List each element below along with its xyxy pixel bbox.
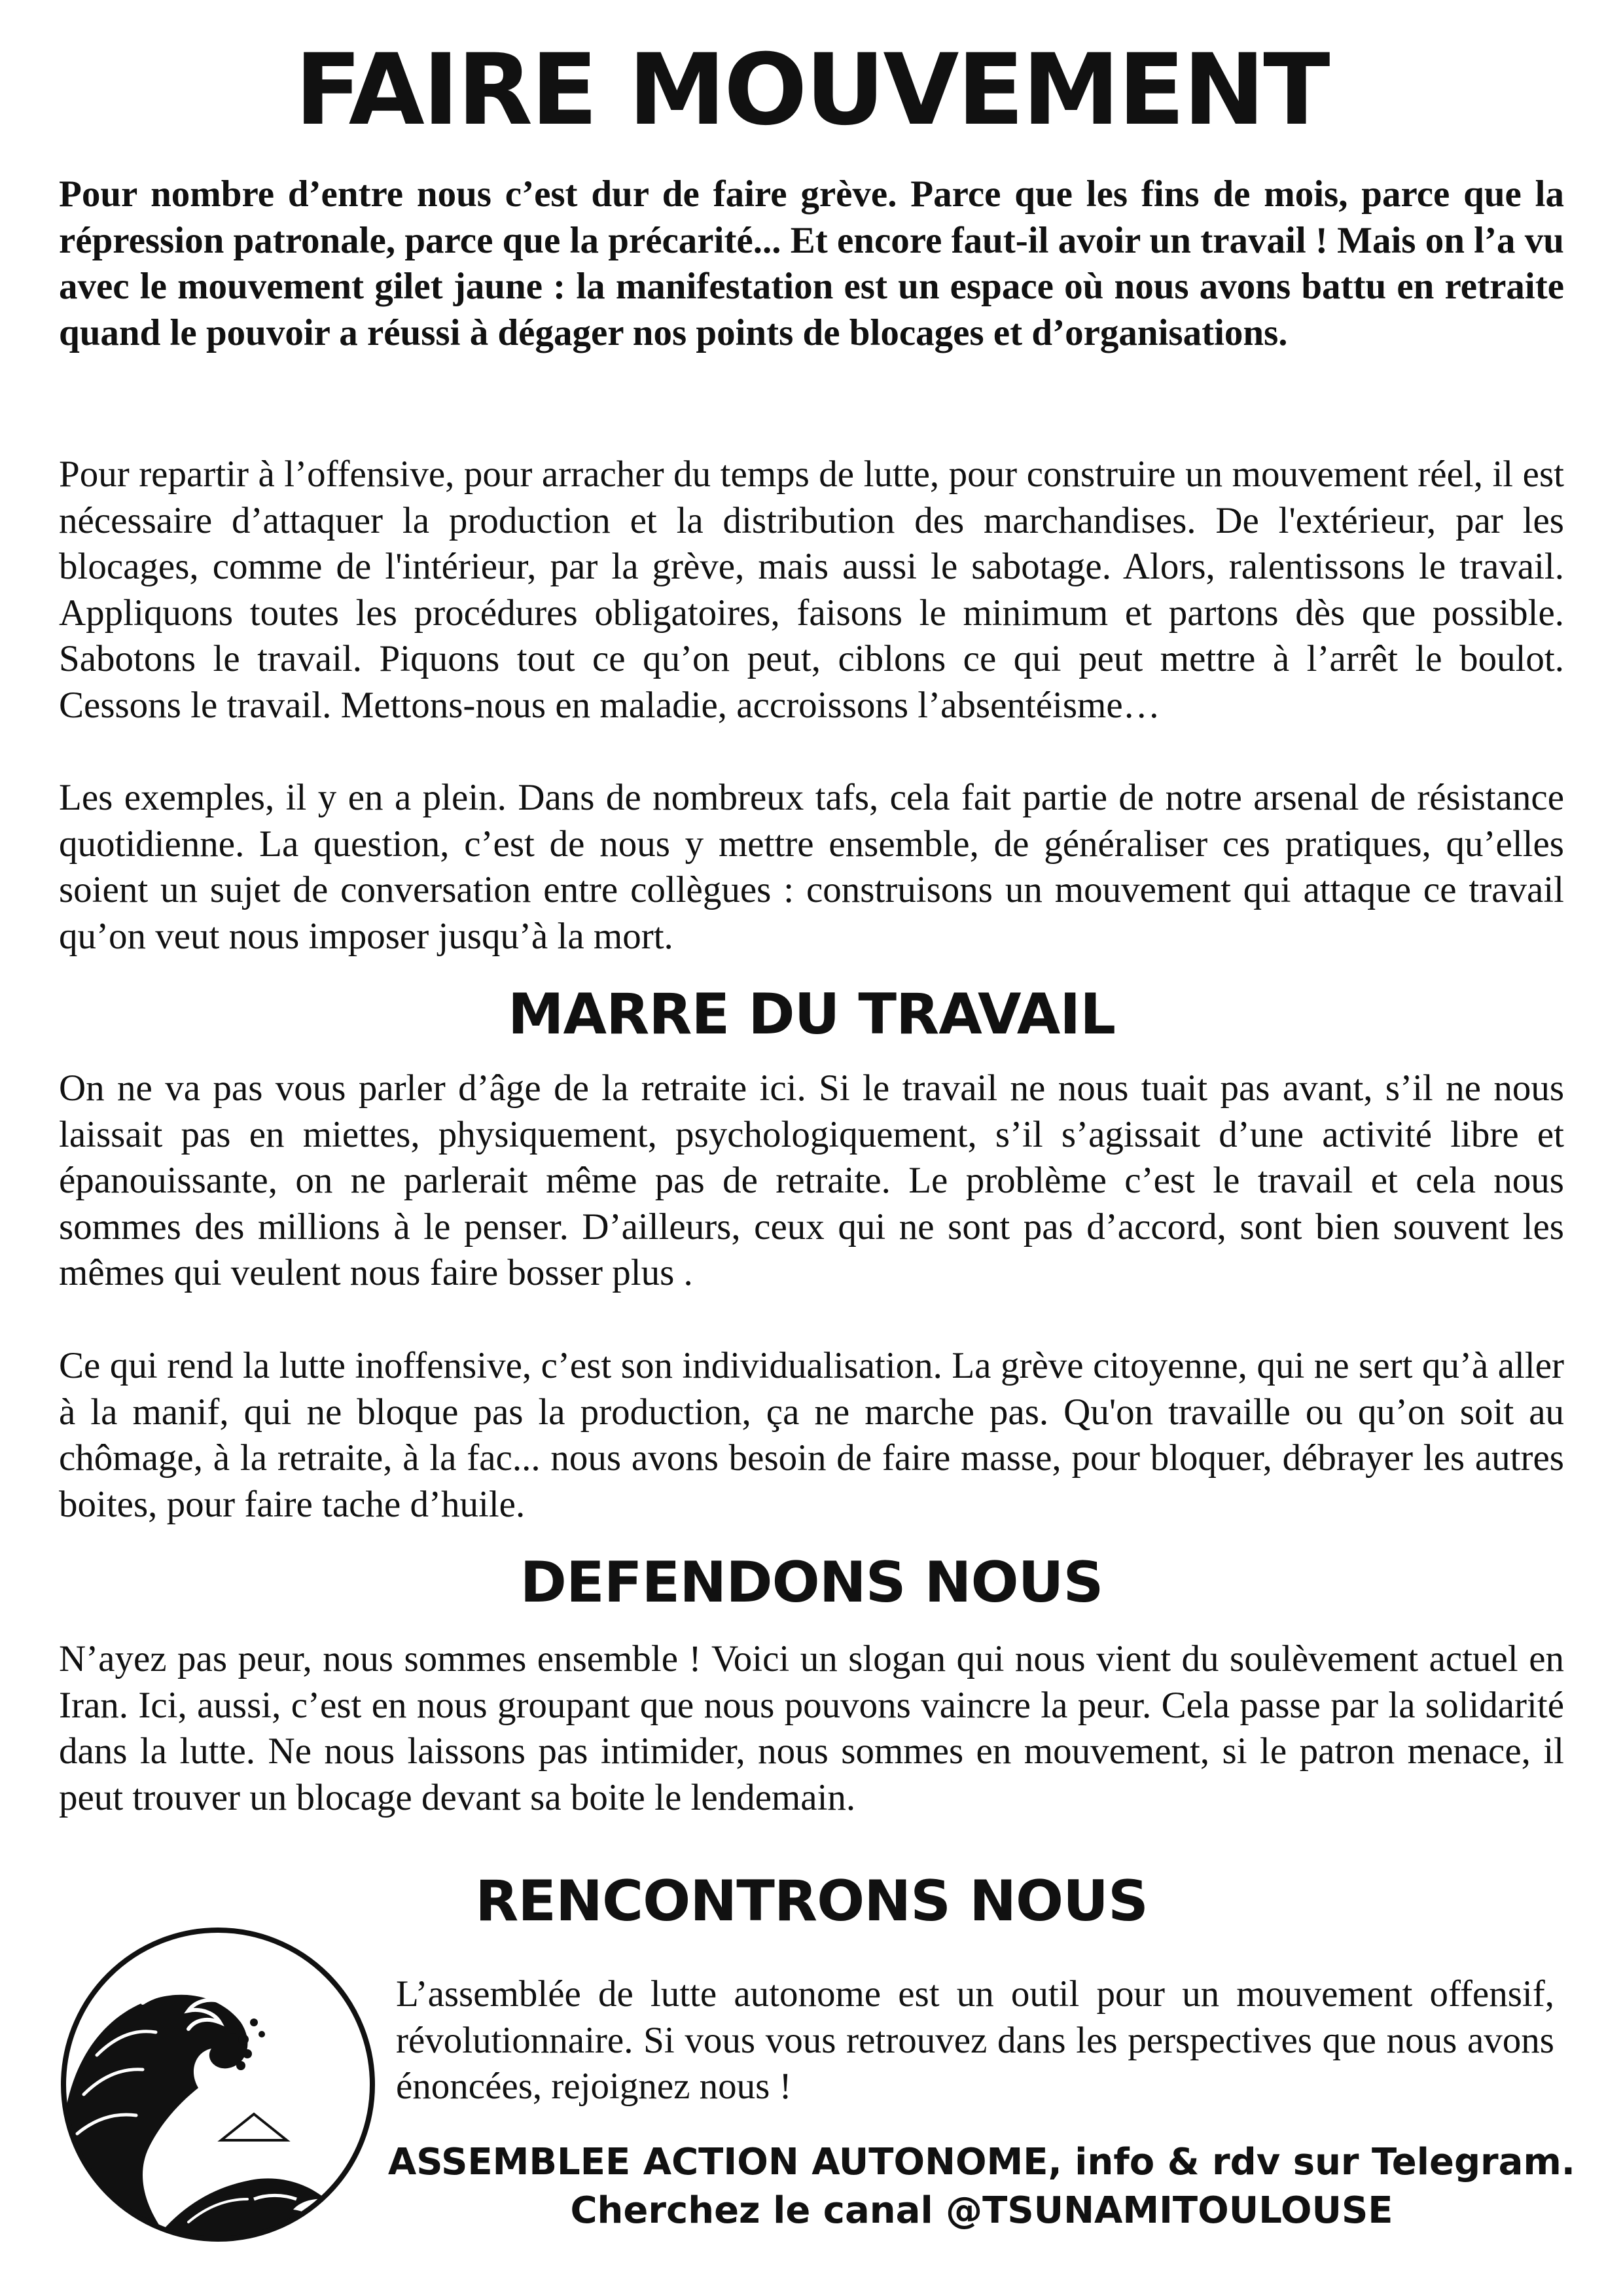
intro-paragraph: Pour nombre d’entre nous c’est dur de faire grève. Parce que les fins de mois, parce que la répression patronale, parce que la précarité... Et encore faut-il avoir un travail ! Mais on l’a vu avec le mouvement gilet jaune : la manifestation est un espace où nous avons battu en retraite quand le pouvoir a réussi à dégager nos points de blocages et d’organisations. <box>59 173 1564 353</box>
section1-paragraph-2: Les exemples, il y en a plein. Dans de nombreux tafs, cela fait partie de notre arsenal de résistance quotidienne. La question, c’est de nous y mettre ensemble, de généraliser ces pratiques, qu’elles soient un sujet de conversation entre collègues : construisons un mouvement qui attaque ce travail qu’on veut nous imposer jusqu’à la mort. <box>59 777 1564 957</box>
page-title: FAIRE MOUVEMENT <box>294 33 1329 147</box>
great-wave-icon <box>58 1924 378 2245</box>
section-heading-marre-du-travail: MARRE DU TRAVAIL <box>507 982 1116 1047</box>
footer-assembly-line: ASSEMBLEE ACTION AUTONOME, info & rdv sur Telegram. <box>387 2141 1576 2183</box>
section2-paragraph-2: Ce qui rend la lutte inoffensive, c’est son individualisation. La grève citoyenne, qui ne sert qu’à aller à la manif, qui ne bloque pas la production, ça ne marche pas. Qu'on travaille ou qu’on soit au chômage, à la retraite, à la fac... nous avons besoin de faire masse, pour bloquer, débrayer les autres boites, pour faire tache d’huile. <box>59 1345 1564 1525</box>
section-heading-rencontrons-nous: RENCONTRONS NOUS <box>475 1869 1148 1934</box>
section3-paragraph-1: N’ayez pas peur, nous sommes ensemble ! Voici un slogan qui nous vient du soulèvement actuel en Iran. Ici, aussi, c’est en nous groupant que nous pouvons vaincre la peur. Cela passe par la solidarité dans la lutte. Ne nous laissons pas intimider, nous sommes en mouvement, si le patron menace, il peut trouver un blocage devant sa boite le lendemain. <box>59 1638 1564 1818</box>
footer-telegram-channel: Cherchez le canal @TSUNAMITOULOUSE <box>570 2189 1393 2232</box>
section4-paragraph-1: L’assemblée de lutte autonome est un outil pour un mouvement offensif, révolutionnaire. Si vous vous retrouvez dans les perspectives que nous avons énoncées, rejoignez nous ! <box>396 1973 1554 2107</box>
section1-paragraph-1: Pour repartir à l’offensive, pour arracher du temps de lutte, pour construire un mouvement réel, il est nécessaire d’attaquer la production et la distribution des marchandises. De l'extérieur, par les blocages, comme de l'intérieur, par la grève, mais aussi le sabotage. Alors, ralentissons le travail. Appliquons toutes les procédures obligatoires, faisons le minimum et partons dès que possible. Sabotons le travail. Piquons tout ce qu’on peut, ciblons ce qui peut mettre à l’arrêt le boulot. Cessons le travail. Mettons-nous en maladie, accroissons l’absentéisme… <box>59 454 1564 726</box>
section2-paragraph-1: On ne va pas vous parler d’âge de la retraite ici. Si le travail ne nous tuait pas avant, s’il ne nous laissait pas en miettes, physiquement, psychologiquement, s’il s’agissait d’une activité libre et épanouissante, on ne parlerait même pas de retraite. Le problème c’est le travail et cela nous sommes des millions à le penser. D’ailleurs, ceux qui ne sont pas d’accord, sont bien souvent les mêmes qui veulent nous faire bosser plus . <box>59 1067 1564 1293</box>
section-heading-defendons-nous: DEFENDONS NOUS <box>520 1550 1103 1615</box>
